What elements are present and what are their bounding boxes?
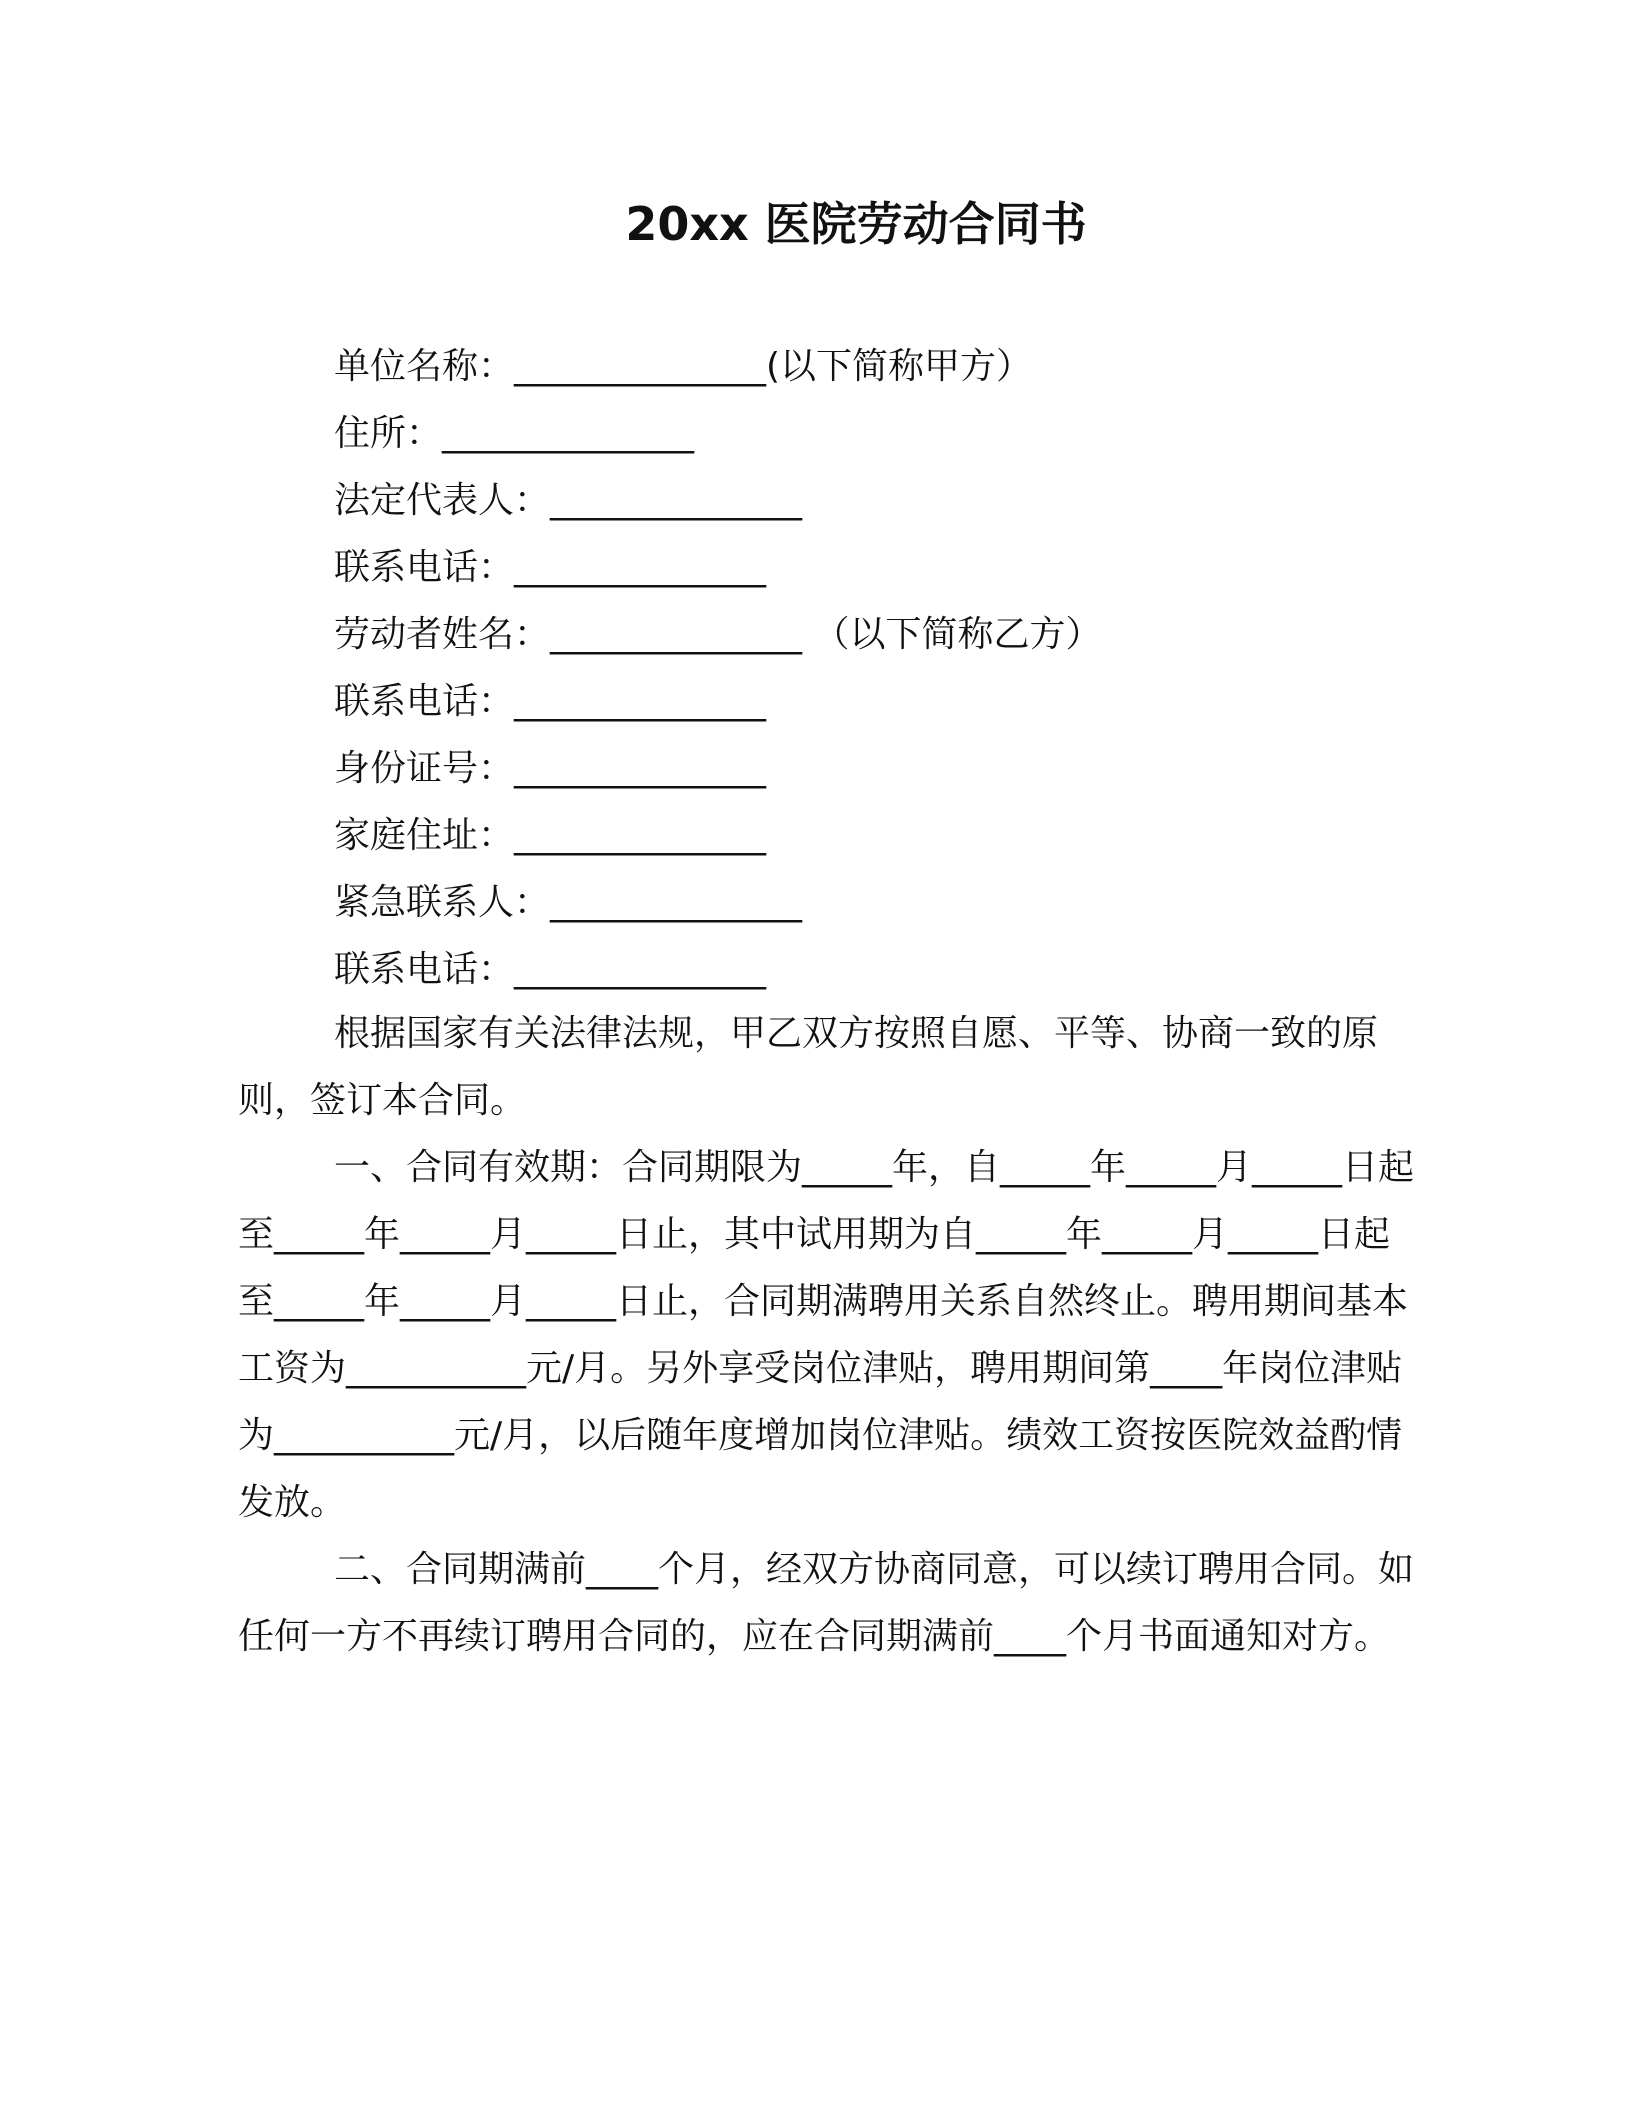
field-id-number: 身份证号：______________ xyxy=(334,748,767,789)
paragraph-preamble: 根据国家有关法律法规，甲乙双方按照自愿、平等、协商一致的原则，签订本合同。 xyxy=(238,1013,1379,1121)
field-home-address: 家庭住址：______________ xyxy=(334,815,767,856)
field-unit-name: 单位名称：______________(以下简称甲方） xyxy=(334,346,1033,387)
field-emergency-phone: 联系电话：______________ xyxy=(334,949,767,990)
field-employer-phone: 联系电话：______________ xyxy=(334,547,767,588)
party-info-fields xyxy=(334,333,1434,1003)
field-legal-representative: 法定代表人：______________ xyxy=(334,480,803,521)
field-worker-phone: 联系电话：______________ xyxy=(334,681,767,722)
paragraph-clause-2: 二、合同期满前____个月，经双方协商同意，可以续订聘用合同。如任何一方不再续订聘用合同的，应在合同期满前____个月书面通知对方。 xyxy=(238,1549,1415,1657)
field-worker-name: 劳动者姓名：______________ （以下简称乙方） xyxy=(334,614,1102,655)
paragraph-clause-1: 一、合同有效期：合同期限为_____年，自_____年_____月_____日起至_____年_____月_____日止，其中试用期为自_____年_____月_____日起至_____年_____月_____日止，合同期满聘用关系自然终止。聘用期间基本工资为__________元/月。另外享受岗位津贴，聘用期间第____年岗位津贴为__________元/月，以后随年度增加岗位津贴。绩效工资按医院效益酌情发放。 xyxy=(238,1147,1415,1523)
field-emergency-contact: 紧急联系人：______________ xyxy=(334,882,803,923)
document-title: 20xx 医院劳动合同书 xyxy=(625,197,1087,251)
field-address: 住所：______________ xyxy=(334,413,695,454)
contract-body xyxy=(238,1000,1418,1670)
